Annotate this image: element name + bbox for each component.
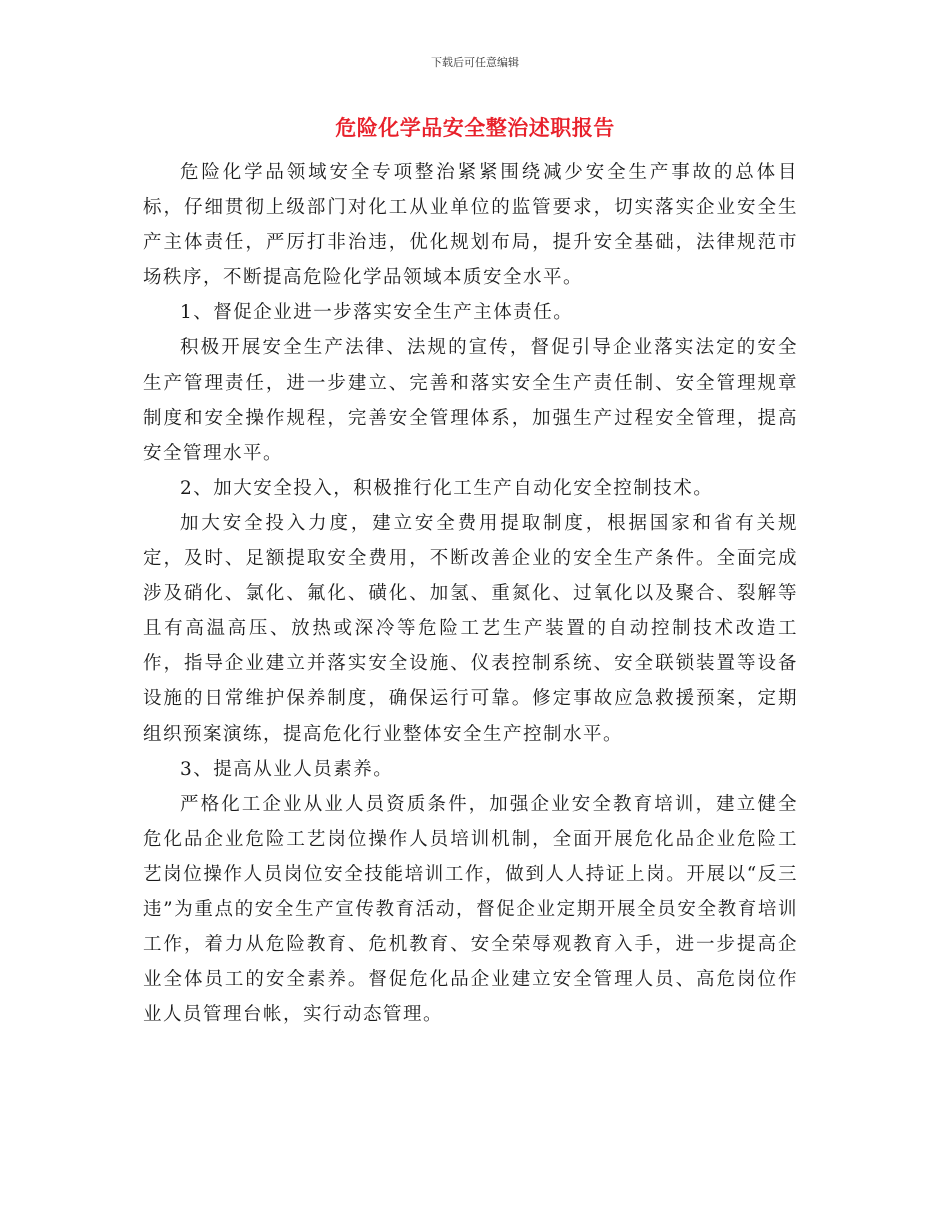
paragraph-intro: 危险化学品领域安全专项整治紧紧围绕减少安全生产事故的总体目标，仔细贯彻上级部门对化工从业单位的监管要求，切实落实企业安全生产主体责任，严厉打非治违，优化规划布局，提升安全基础，法律规范市场秩序，不断提高危险化学品领域本质安全水平。 bbox=[143, 162, 798, 289]
section-heading-1: 1、督促企业进一步落实安全生产主体责任。 bbox=[180, 302, 574, 324]
header-note: 下载后可任意编辑 bbox=[431, 56, 519, 69]
section-heading-2: 2、加大安全投入，积极推行化工生产自动化安全控制技术。 bbox=[180, 477, 714, 499]
paragraph-section-1: 积极开展安全生产法律、法规的宣传，督促引导企业落实法定的安全生产管理责任，进一步建立、完善和落实安全生产责任制、安全管理规章制度和安全操作规程，完善安全管理体系，加强生产过程安全管理，提高安全管理水平。 bbox=[143, 337, 798, 464]
document-title: 危险化学品安全整治述职报告 bbox=[335, 116, 615, 140]
section-heading-3: 3、提高从业人员素养。 bbox=[180, 758, 394, 780]
paragraph-section-3: 严格化工企业从业人员资质条件，加强企业安全教育培训，建立健全危化品企业危险工艺岗位操作人员培训机制，全面开展危化品企业危险工艺岗位操作人员岗位安全技能培训工作，做到人人持证上岗。开展以“反三违”为重点的安全生产宣传教育活动，督促企业定期开展全员安全教育培训工作，着力从危险教育、危机教育、安全荣辱观教育入手，进一步提高企业全体员工的安全素养。督促危化品企业建立安全管理人员、高危岗位作业人员管理台帐，实行动态管理。 bbox=[143, 793, 798, 1026]
document-body bbox=[143, 155, 798, 1032]
paragraph-section-2: 加大安全投入力度，建立安全费用提取制度，根据国家和省有关规定，及时、足额提取安全费用，不断改善企业的安全生产条件。全面完成涉及硝化、氯化、氟化、磺化、加氢、重氮化、过氧化以及聚合、裂解等且有高温高压、放热或深冷等危险工艺生产装置的自动控制技术改造工作，指导企业建立并落实安全设施、仪表控制系统、安全联锁装置等设备设施的日常维护保养制度，确保运行可靠。修定事故应急救援预案，定期组织预案演练，提高危化行业整体安全生产控制水平。 bbox=[143, 512, 798, 745]
